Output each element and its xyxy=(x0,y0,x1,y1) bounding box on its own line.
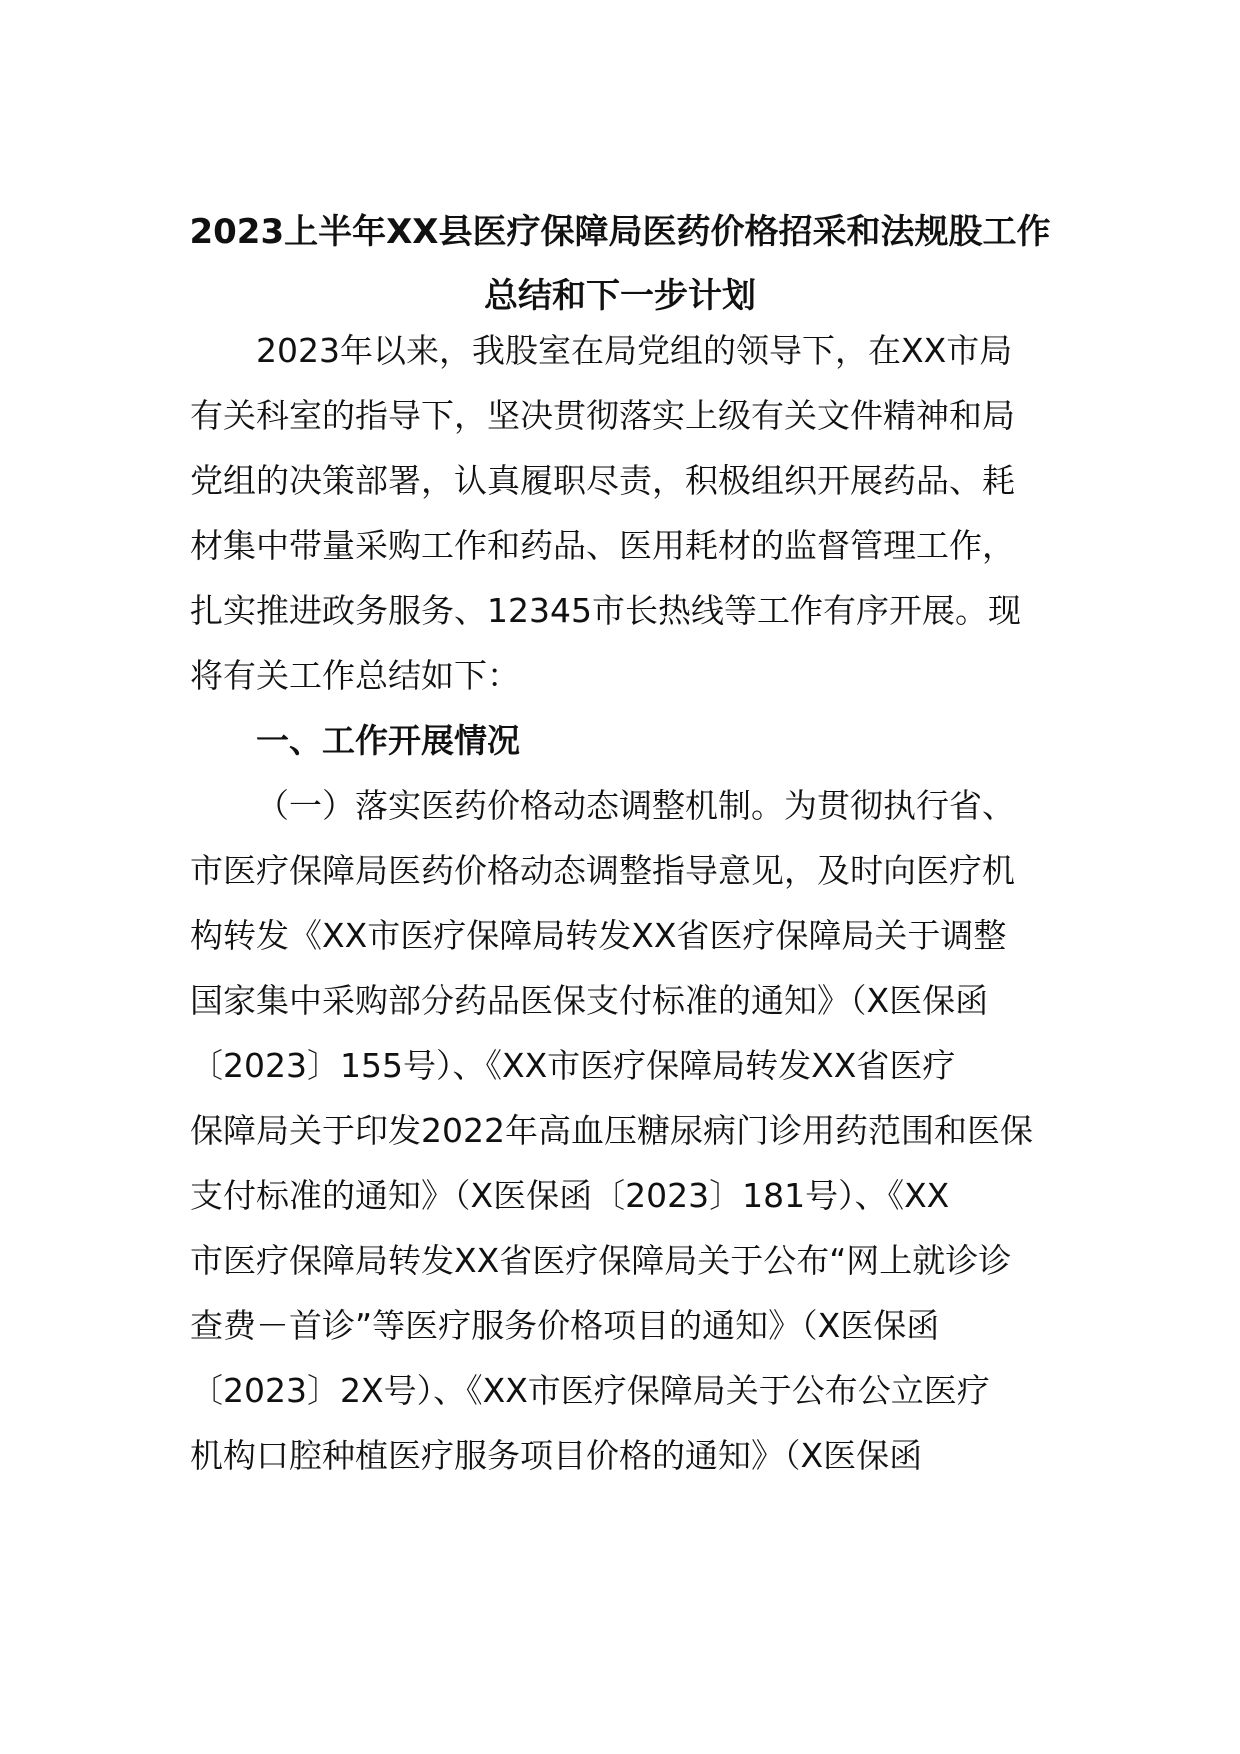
intro-line: 有关科室的指导下，坚决贯彻落实上级有关文件精神和局 xyxy=(190,396,1015,435)
title-line-1: 2023上半年XX县医疗保障局医药价格招采和法规股工作 xyxy=(189,212,1051,252)
section-line: 查费－首诊”等医疗服务价格项目的通知》（X医保函 xyxy=(190,1306,940,1345)
intro-line: 将有关工作总结如下： xyxy=(190,656,520,695)
section-line: 市医疗保障局医药价格动态调整指导意见，及时向医疗机 xyxy=(190,851,1015,890)
section-line: 市医疗保障局转发XX省医疗保障局关于公布“网上就诊诊 xyxy=(190,1241,1012,1280)
section-line: 〔2023〕2X号）、《XX市医疗保障局关于公布公立医疗 xyxy=(190,1371,990,1410)
document-body xyxy=(190,318,1070,1488)
section-line: 保障局关于印发2022年高血压糖尿病门诊用药范围和医保 xyxy=(190,1111,1033,1150)
section-line: 机构口腔种植医疗服务项目价格的通知》（X医保函 xyxy=(190,1436,923,1475)
section-heading: 一、工作开展情况 xyxy=(256,721,520,760)
title-line-2: 总结和下一步计划 xyxy=(484,276,756,316)
intro-line: 扎实推进政务服务、12345市长热线等工作有序开展。现 xyxy=(190,591,1021,630)
section-line: 构转发《XX市医疗保障局转发XX省医疗保障局关于调整 xyxy=(190,916,1007,955)
intro-line: 党组的决策部署，认真履职尽责，积极组织开展药品、耗 xyxy=(190,461,1015,500)
section-line: 支付标准的通知》（X医保函〔2023〕181号）、《XX xyxy=(190,1176,950,1215)
section-line: 国家集中采购部分药品医保支付标准的通知》（X医保函 xyxy=(190,981,989,1020)
document-title xyxy=(170,200,1070,328)
section-line: 〔2023〕155号）、《XX市医疗保障局转发XX省医疗 xyxy=(190,1046,956,1085)
intro-line: 材集中带量采购工作和药品、医用耗材的监督管理工作， xyxy=(190,526,1015,565)
intro-line: 2023年以来，我股室在局党组的领导下，在XX市局 xyxy=(256,331,1013,370)
section-line: （一）落实医药价格动态调整机制。为贯彻执行省、 xyxy=(256,786,1015,825)
